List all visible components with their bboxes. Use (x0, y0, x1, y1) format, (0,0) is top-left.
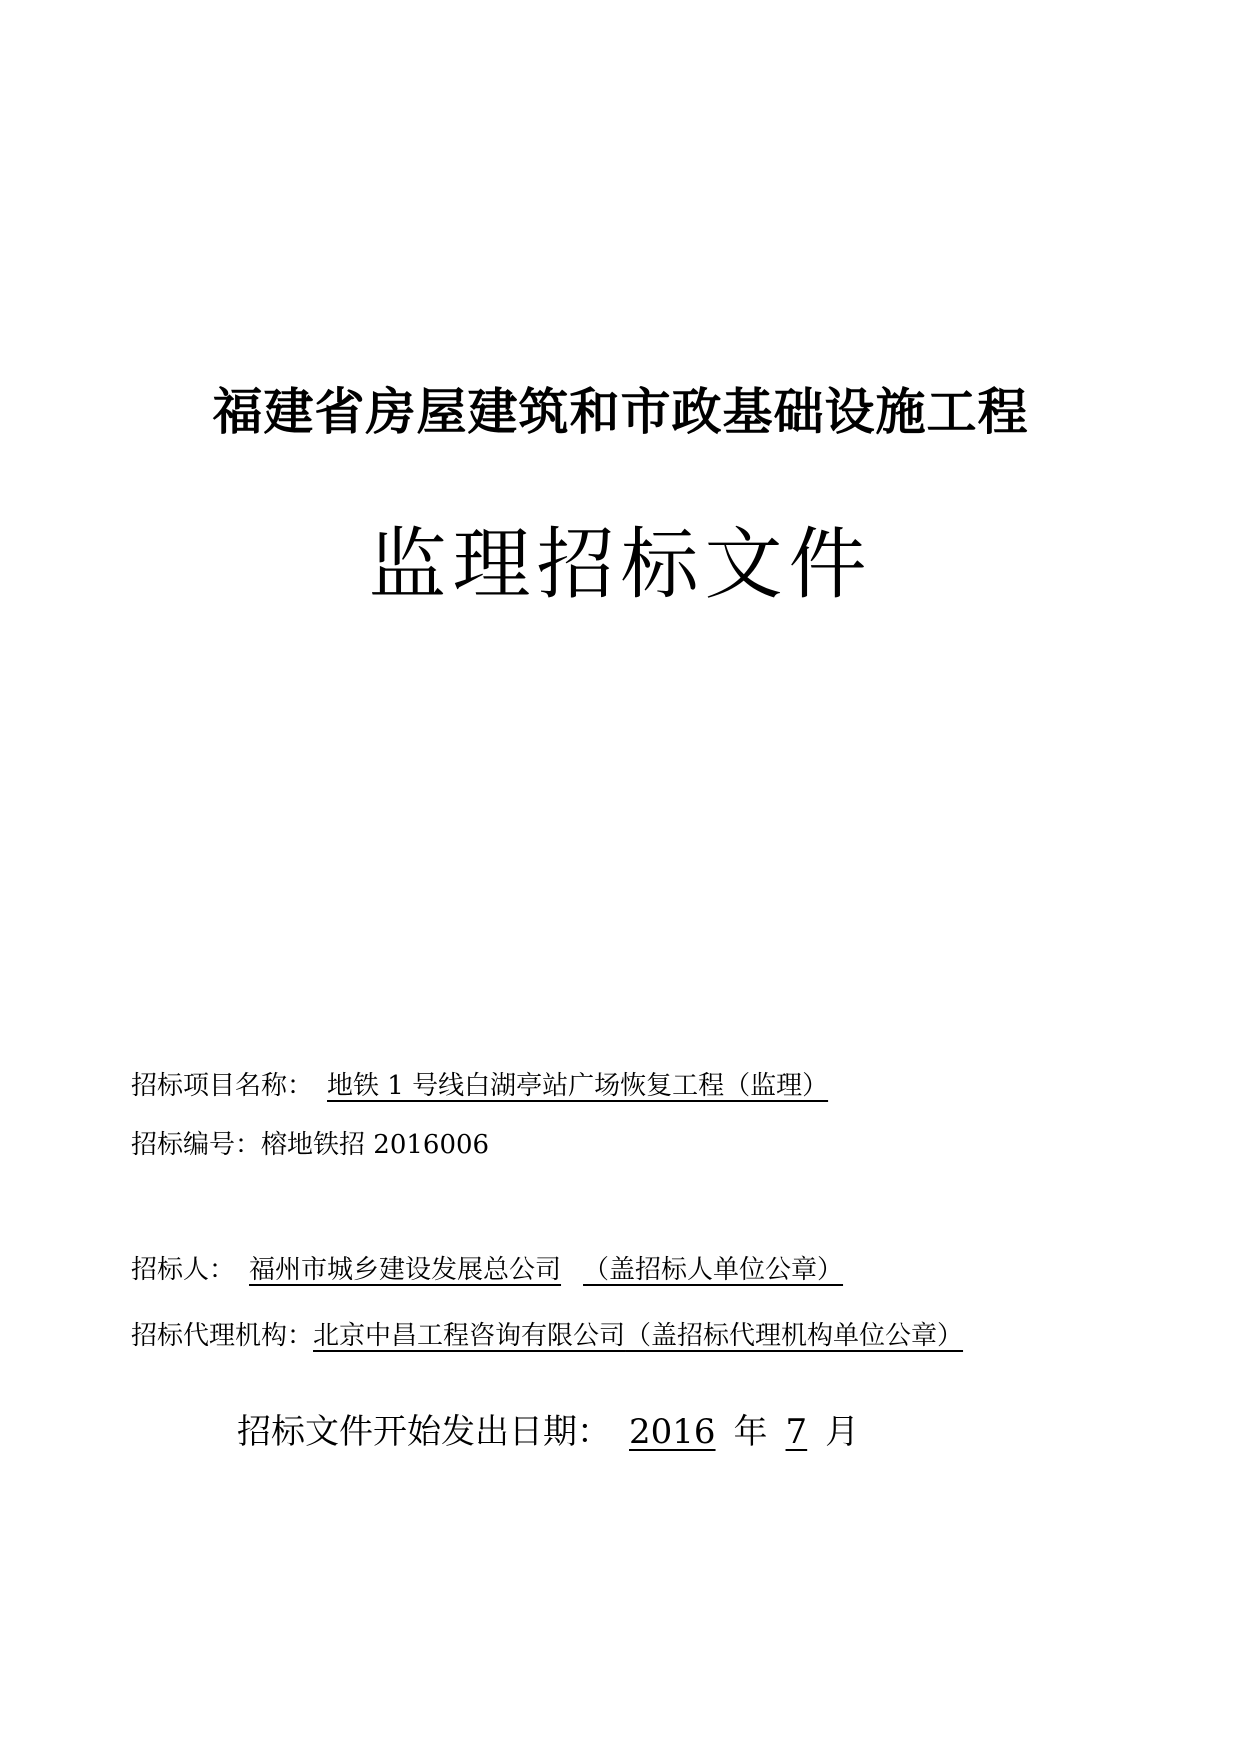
tenderer-field (131, 1252, 843, 1288)
issue-date-year-unit: 年 (733, 1412, 768, 1452)
project-name-value: 地铁 1 号线白湖亭站广场恢复工程（监理） (327, 1071, 829, 1101)
agency-value: 北京中昌工程咨询有限公司（盖招标代理机构单位公章） (313, 1321, 964, 1351)
agency-label: 招标代理机构： (131, 1321, 314, 1351)
project-name-label: 招标项目名称： (131, 1071, 314, 1101)
agency-field (131, 1318, 963, 1354)
document-title-line-1: 福建省房屋建筑和市政基础设施工程 (212, 383, 1029, 441)
issue-date-month-unit: 月 (825, 1412, 860, 1452)
issue-date-label: 招标文件开始发出日期： (237, 1412, 611, 1452)
tender-number-field (131, 1127, 489, 1163)
tenderer-seal-note: （盖招标人单位公章） (583, 1255, 844, 1285)
tender-number-value: 榕地铁招 2016006 (261, 1130, 490, 1160)
tenderer-value: 福州市城乡建设发展总公司 （盖招标人单位公章） (249, 1255, 844, 1285)
tenderer-label: 招标人： (131, 1255, 236, 1285)
tender-number-label: 招标编号： (131, 1130, 262, 1160)
document-title-line-2: 监理招标文件 (368, 520, 873, 610)
issue-date-field (237, 1410, 859, 1454)
project-name-field (131, 1068, 834, 1104)
issue-date-month: 7 (785, 1412, 808, 1452)
issue-date-year: 2016 (629, 1412, 716, 1452)
agency-seal-note: （盖招标代理机构单位公章） (625, 1321, 964, 1351)
